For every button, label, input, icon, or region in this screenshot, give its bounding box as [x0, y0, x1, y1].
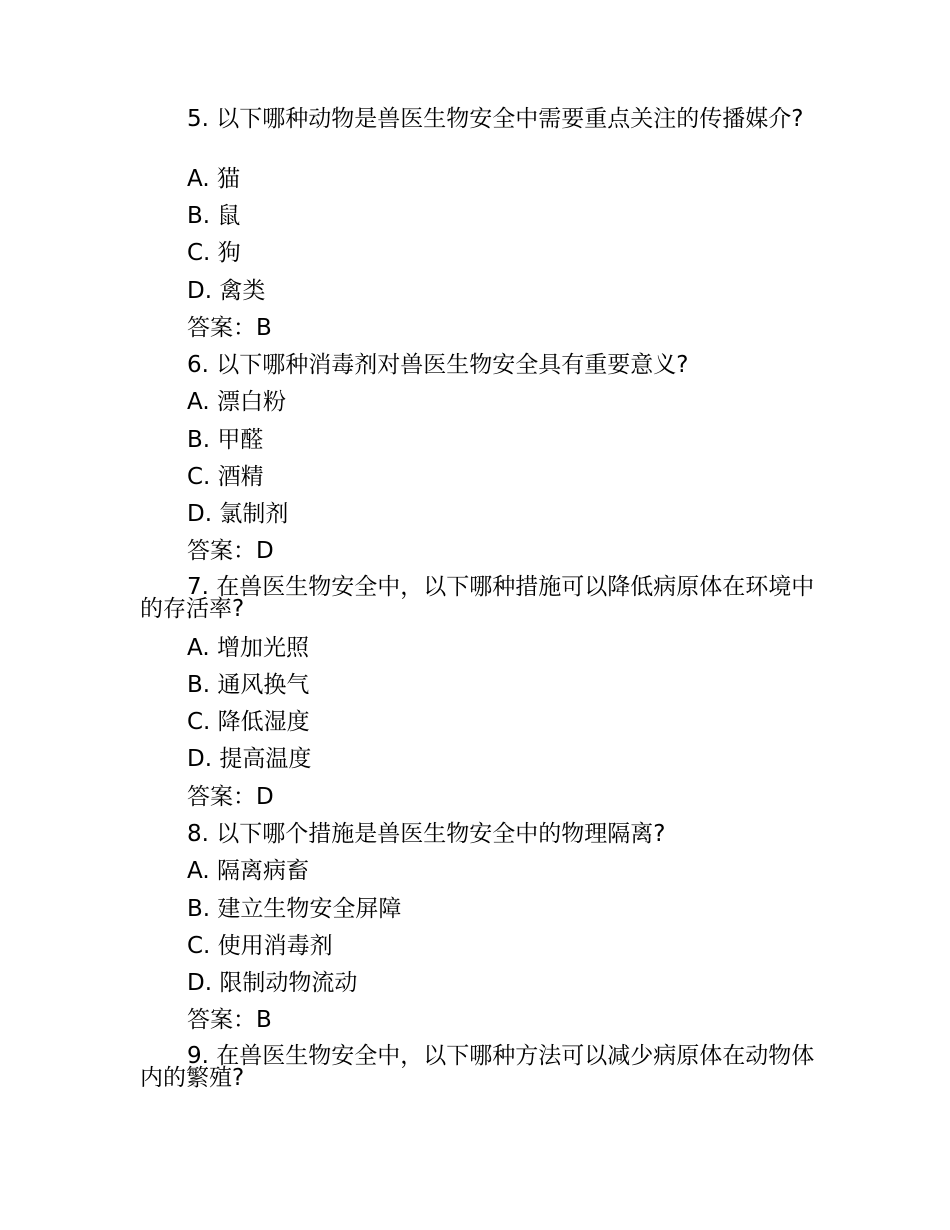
answer-line: 答案：B: [187, 315, 272, 341]
option-c: C. 降低湿度: [187, 709, 310, 735]
option-c: C. 使用消毒剂: [187, 933, 333, 959]
option-c: C. 酒精: [187, 464, 264, 490]
option-a: A. 增加光照: [187, 635, 309, 661]
option-b: B. 通风换气: [187, 672, 310, 698]
option-d: D. 禽类: [187, 278, 266, 304]
question-stem: 8. 以下哪个措施是兽医生物安全中的物理隔离?: [187, 821, 666, 847]
option-d: D. 氯制剂: [187, 501, 289, 527]
option-d: D. 限制动物流动: [187, 970, 358, 996]
question-stem: 7. 在兽医生物安全中，以下哪种措施可以降低病原体在环境中的存活率?: [140, 574, 815, 622]
answer-line: 答案：B: [187, 1007, 272, 1033]
question-stem: 5. 以下哪种动物是兽医生物安全中需要重点关注的传播媒介?: [187, 106, 804, 132]
option-d: D. 提高温度: [187, 746, 312, 772]
option-a: A. 猫: [187, 166, 240, 192]
option-b: B. 甲醛: [187, 427, 264, 453]
option-b: B. 建立生物安全屏障: [187, 896, 402, 922]
answer-line: 答案：D: [187, 538, 274, 564]
question-stem: 9. 在兽医生物安全中，以下哪种方法可以减少病原体在动物体内的繁殖?: [140, 1043, 815, 1091]
option-a: A. 隔离病畜: [187, 858, 309, 884]
answer-line: 答案：D: [187, 784, 274, 810]
question-stem: 6. 以下哪种消毒剂对兽医生物安全具有重要意义?: [187, 352, 689, 378]
option-b: B. 鼠: [187, 203, 241, 229]
option-c: C. 狗: [187, 240, 241, 266]
option-a: A. 漂白粉: [187, 389, 286, 415]
